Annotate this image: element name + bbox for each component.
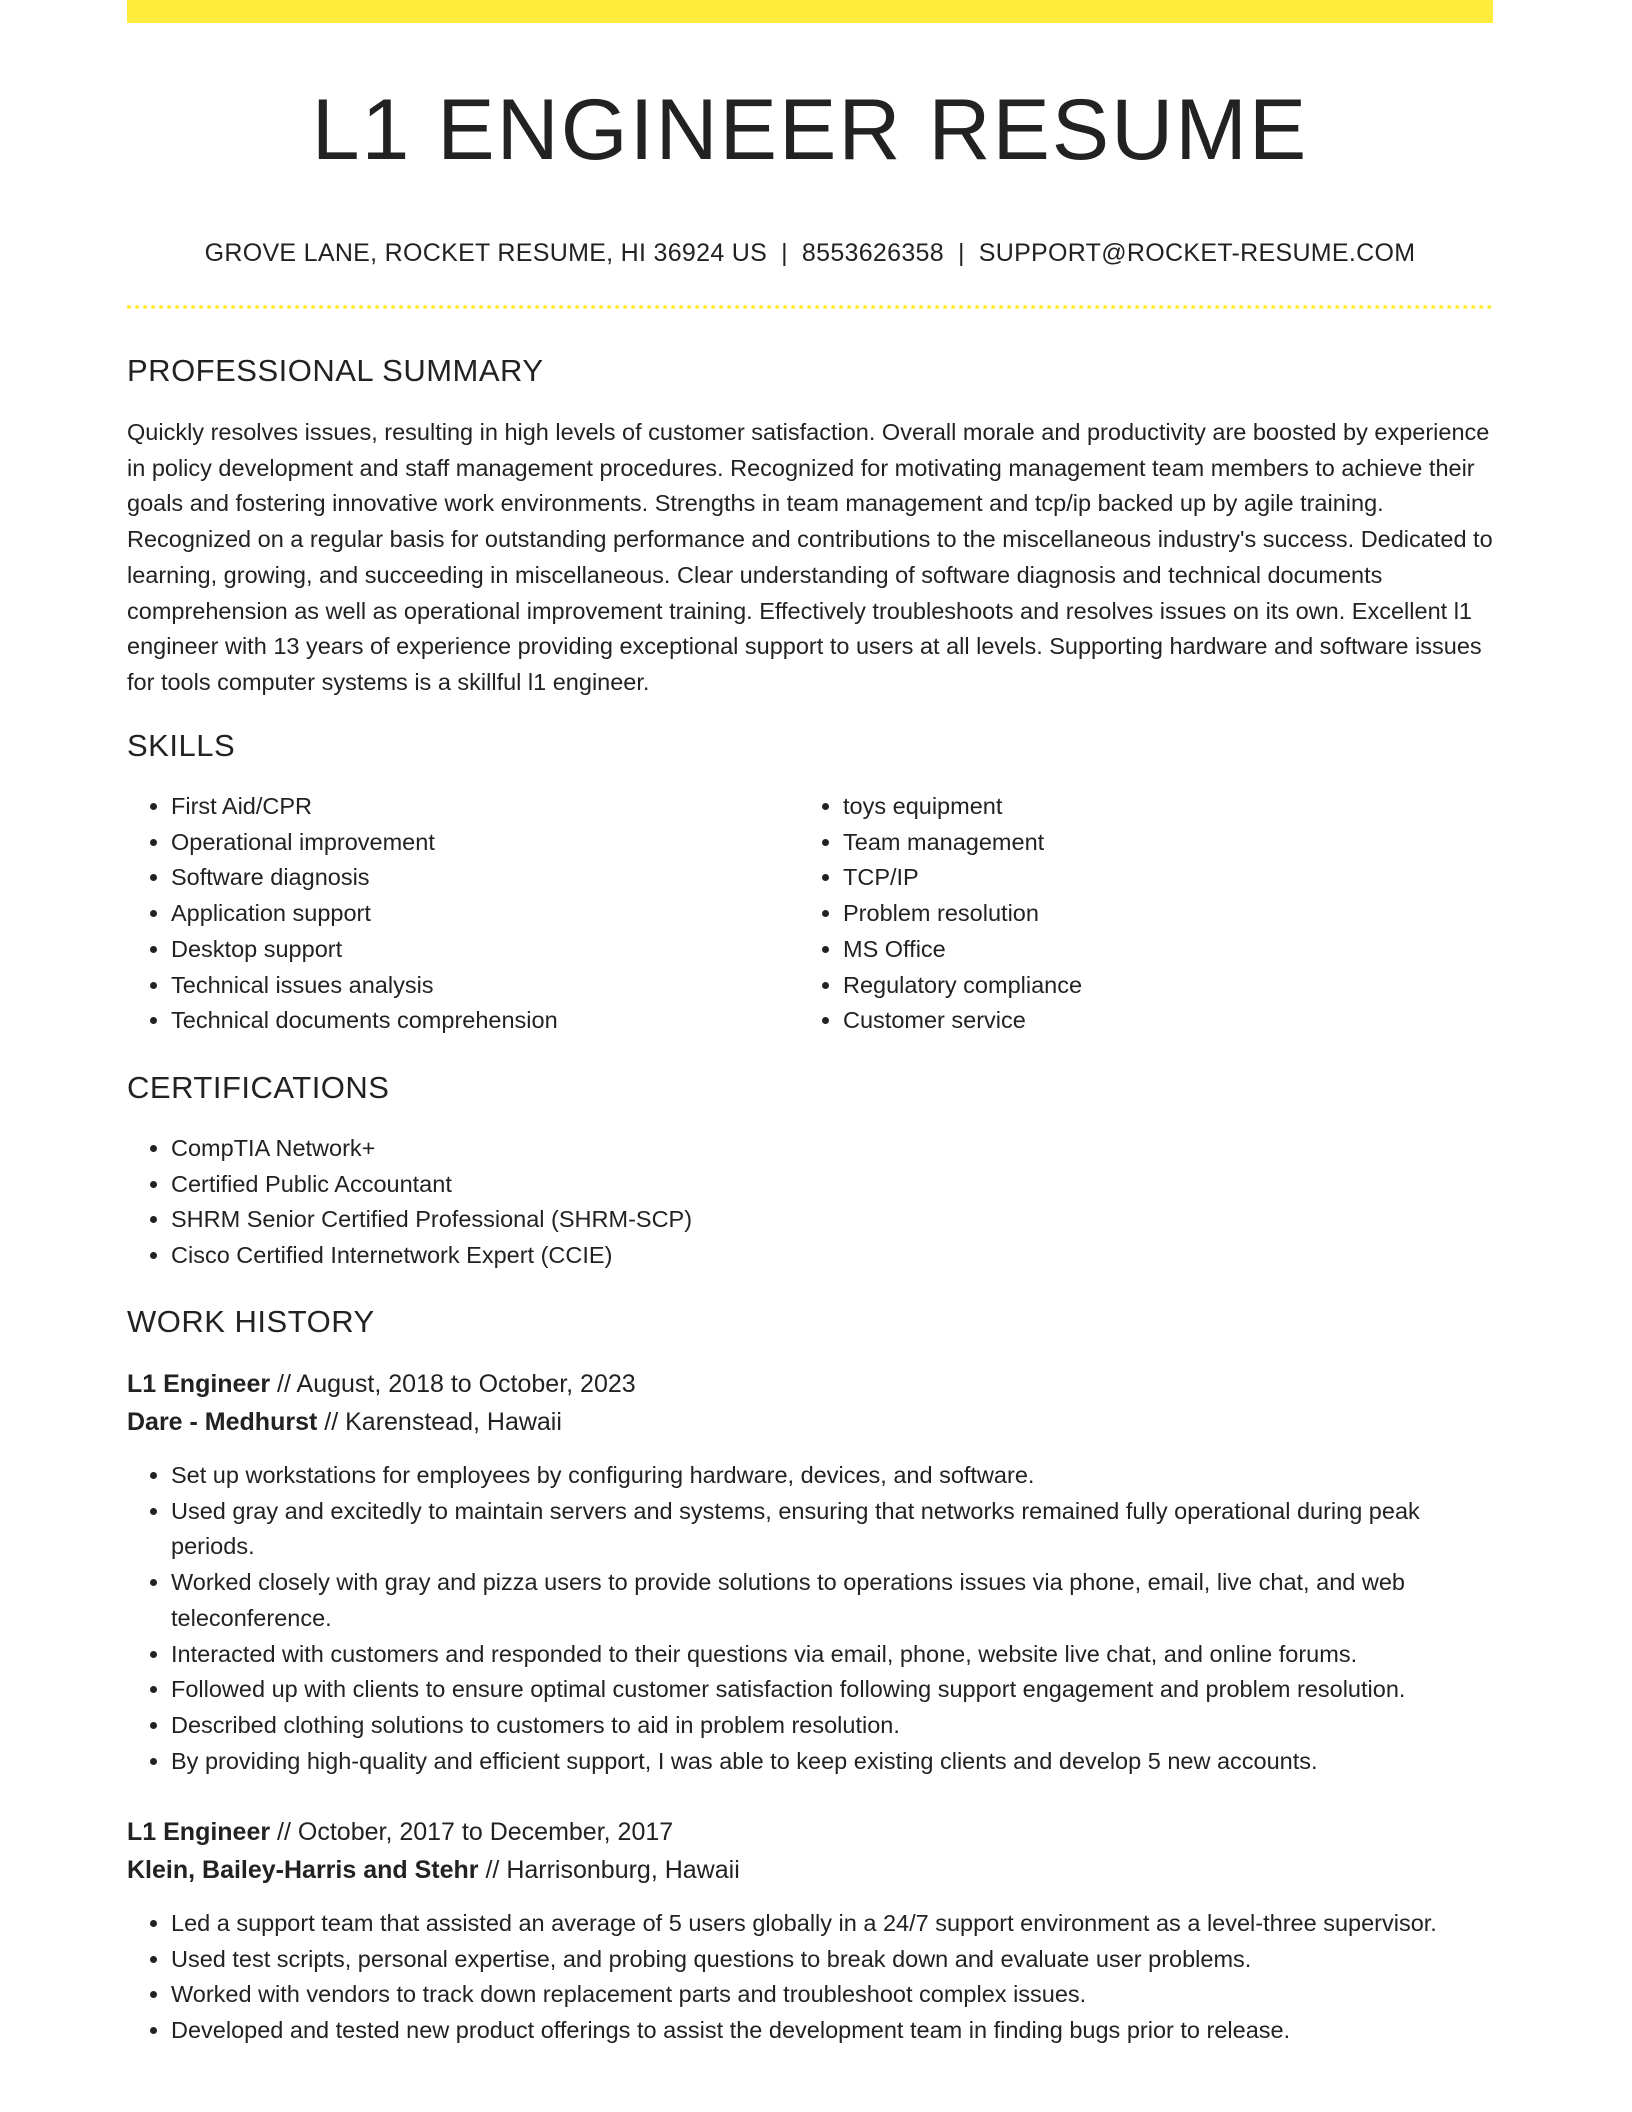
job-location: Karenstead, Hawaii: [345, 1408, 562, 1436]
job-bullet: • Interacted with customers and responded to their questions via email, phone, website live chat, and online forums.: [171, 1637, 1493, 1673]
job-company: Dare - Medhurst: [127, 1408, 318, 1436]
skill-item: • Problem resolution: [843, 896, 1489, 932]
job-bullets: [127, 1458, 1493, 1779]
job-entry: [127, 1365, 1493, 1779]
work-history-heading: WORK HISTORY: [127, 1304, 375, 1339]
job-dates: October, 2017 to December, 2017: [297, 1818, 674, 1846]
skill-item: • TCP/IP: [843, 860, 1489, 896]
skill-item: • Software diagnosis: [171, 860, 797, 896]
job-title-line: [127, 1813, 1493, 1851]
skill-item: • Technical issues analysis: [171, 968, 797, 1004]
job-bullet: • Developed and tested new product offerings to assist the development team in finding bugs prior to release.: [171, 2013, 1493, 2049]
divider-text: //: [277, 1370, 291, 1398]
contact-separator: |: [781, 239, 788, 267]
job-bullet: • Worked closely with gray and pizza users to provide solutions to operations issues via phone, email, live chat, and web teleconference.: [171, 1565, 1493, 1636]
summary-heading: PROFESSIONAL SUMMARY: [127, 353, 544, 388]
skill-item: • Application support: [171, 896, 797, 932]
job-title: L1 Engineer: [127, 1370, 271, 1398]
job-dates: August, 2018 to October, 2023: [296, 1370, 636, 1398]
skills-list-left: [127, 789, 797, 1039]
certifications-heading: CERTIFICATIONS: [127, 1070, 390, 1105]
skill-item: • Team management: [843, 825, 1489, 861]
skill-item: • Technical documents comprehension: [171, 1003, 797, 1039]
email-text[interactable]: SUPPORT@ROCKET-RESUME.COM: [978, 239, 1416, 267]
skill-item: • Operational improvement: [171, 825, 797, 861]
job-bullets: [127, 1906, 1493, 2049]
job-title: L1 Engineer: [127, 1818, 271, 1846]
divider-text: //: [277, 1818, 291, 1846]
address-text: GROVE LANE, ROCKET RESUME, HI 36924 US: [204, 239, 768, 267]
certification-item: • Cisco Certified Internetwork Expert (CCIE): [171, 1238, 1493, 1274]
summary-text: Quickly resolves issues, resulting in high levels of customer satisfaction. Overall morale and productivity are boosted by experience in policy development and staff management procedures. Recognized for motivating management team members to achieve their goals and fostering innovative work environments. Strengths in team management and tcp/ip backed up by agile training. Recognized on a regular basis for outstanding performance and contributions to the miscellaneous industry's success. Dedicated to learning, growing, and succeeding in miscellaneous. Clear understanding of software diagnosis and technical documents comprehension as well as operational improvement training. Effectively troubleshoots and resolves issues on its own. Excellent l1 engineer with 13 years of experience providing exceptional support to users at all levels. Supporting hardware and software issues for tools computer systems is a skillful l1 engineer.: [127, 419, 1493, 695]
divider-text: //: [324, 1408, 339, 1436]
dotted-divider: [127, 305, 1493, 309]
skill-item: • Customer service: [843, 1003, 1489, 1039]
job-bullet: • Led a support team that assisted an average of 5 users globally in a 24/7 support environment as a level-three supervisor.: [171, 1906, 1493, 1942]
phone-text[interactable]: 8553626358: [801, 239, 944, 267]
top-accent-bar: [127, 0, 1493, 23]
job-entry: [127, 1813, 1493, 2049]
job-bullet: • By providing high-quality and efficient support, I was able to keep existing clients and develop 5 new accounts.: [171, 1744, 1493, 1780]
job-company: Klein, Bailey-Harris and Stehr: [127, 1856, 479, 1884]
contact-separator: |: [957, 239, 965, 267]
certification-item: • SHRM Senior Certified Professional (SHRM-SCP): [171, 1202, 1493, 1238]
skill-item: • toys equipment: [843, 789, 1489, 825]
job-bullet: • Used test scripts, personal expertise, and probing questions to break down and evaluate user problems.: [171, 1942, 1493, 1978]
certification-item: • Certified Public Accountant: [171, 1167, 1493, 1203]
job-company-line: [127, 1403, 1493, 1441]
certification-item: • CompTIA Network+: [171, 1131, 1493, 1167]
certifications-block: [127, 1131, 1493, 1274]
skill-item: • Desktop support: [171, 932, 797, 968]
job-bullet: • Described clothing solutions to customers to aid in problem resolution.: [171, 1708, 1493, 1744]
job-title-line: [127, 1365, 1493, 1403]
job-bullet: • Worked with vendors to track down replacement parts and troubleshoot complex issues.: [171, 1977, 1493, 2013]
contact-line: [127, 236, 1493, 270]
skills-heading: SKILLS: [127, 728, 236, 763]
job-location: Harrisonburg, Hawaii: [506, 1856, 740, 1884]
skill-item: • First Aid/CPR: [171, 789, 797, 825]
skills-column-left: [127, 789, 797, 1039]
skills-list-right: [799, 789, 1489, 1039]
certifications-list: [127, 1131, 1493, 1274]
skill-item: • MS Office: [843, 932, 1489, 968]
job-company-line: [127, 1851, 1493, 1889]
divider-text: //: [485, 1856, 500, 1884]
skills-column-right: [799, 789, 1489, 1039]
job-bullet: • Followed up with clients to ensure optimal customer satisfaction following support engagement and problem resolution.: [171, 1672, 1493, 1708]
page-title: L1 ENGINEER RESUME: [311, 82, 1309, 178]
skill-item: • Regulatory compliance: [843, 968, 1489, 1004]
job-bullet: • Used gray and excitedly to maintain servers and systems, ensuring that networks remained fully operational during peak periods.: [171, 1494, 1493, 1565]
job-bullet: • Set up workstations for employees by configuring hardware, devices, and software.: [171, 1458, 1493, 1494]
